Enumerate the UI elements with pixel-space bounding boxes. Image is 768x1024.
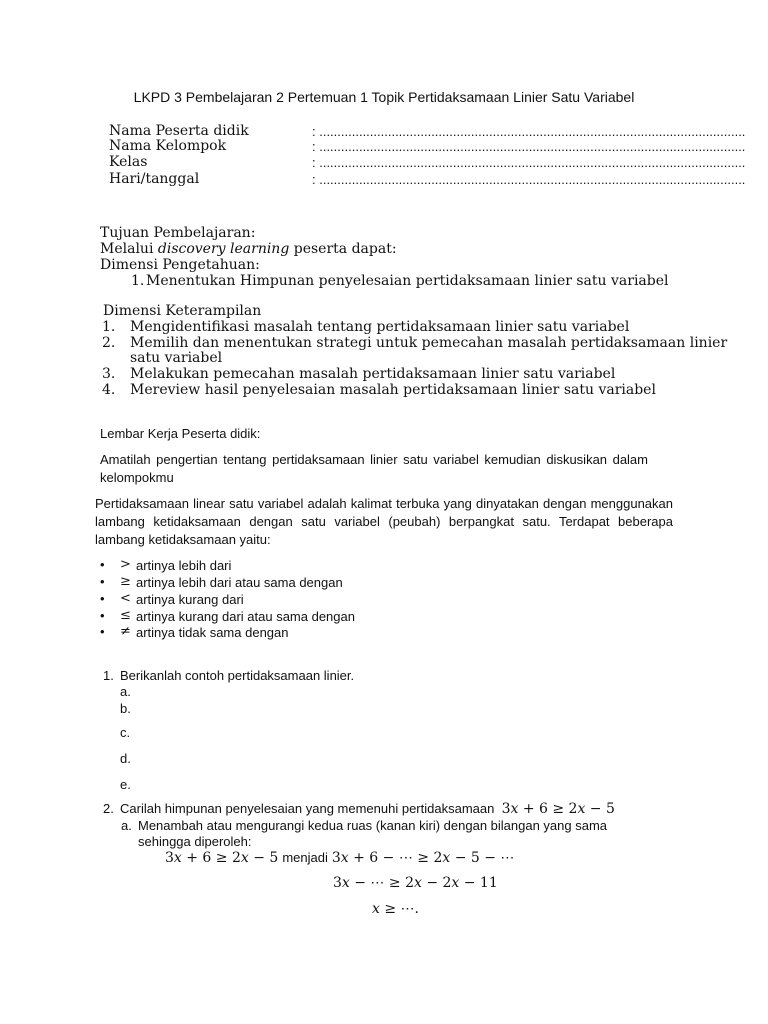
step-a-text: Menambah atau mengurangi kedua ruas (kanan kiri) dengan bilangan yang sama	[138, 818, 608, 833]
identity-label-name: Nama Peserta didik	[109, 123, 249, 139]
greater-than-symbol: >	[120, 557, 131, 572]
answer-option-b[interactable]: b.	[120, 701, 131, 716]
step-a-label: a.	[121, 818, 132, 833]
symbol-bullet: •	[100, 624, 105, 639]
symbol-meaning: artinya kurang dari	[136, 592, 244, 607]
equation-1-left: 3𝑥 + 6 ≥ 2𝑥 − 5	[165, 850, 279, 866]
identity-field-date[interactable]: : ......................................................................................................................	[312, 172, 746, 187]
skills-item-text: Mereview hasil penyelesaian masalah pertidaksamaan linier satu variabel	[130, 382, 656, 398]
identity-label-date: Hari/tanggal	[109, 171, 200, 187]
skills-item-num: 2.	[102, 335, 116, 351]
objectives-intro	[100, 241, 397, 257]
symbol-bullet: •	[100, 608, 105, 623]
symbol-meaning: artinya lebih dari atau sama dengan	[136, 575, 343, 590]
skills-item-num: 4.	[102, 382, 116, 398]
question-2-label: Carilah himpunan penyelesaian yang memenuhi pertidaksamaan	[120, 801, 495, 816]
less-than-symbol: <	[120, 591, 131, 606]
skills-item-text: Mengidentifikasi masalah tentang pertidaksamaan linier satu variabel	[130, 319, 630, 335]
objectives-intro-after: peserta dapat:	[289, 241, 397, 257]
equation-line-2: 3𝑥 − ⋯ ≥ 2𝑥 − 2𝑥 − 11	[333, 875, 498, 891]
symbol-meaning: artinya lebih dari	[136, 558, 232, 573]
knowledge-item-text: Menentukan Himpunan penyelesaian pertidaksamaan linier satu variabel	[146, 273, 669, 289]
identity-field-class[interactable]: : ......................................................................................................................	[312, 155, 746, 170]
objectives-intro-before: Melalui	[100, 241, 158, 257]
symbol-bullet: •	[100, 591, 105, 606]
answer-option-d[interactable]: d.	[120, 751, 131, 766]
skills-item-num: 3.	[102, 366, 116, 382]
equation-line-3: 𝑥 ≥ ⋯.	[372, 901, 419, 917]
identity-field-name[interactable]: : ......................................................................................................................	[312, 124, 746, 139]
symbol-bullet: •	[100, 557, 105, 572]
question-2-text	[120, 801, 615, 817]
worksheet-instruction: Amatilah pengertian tentang pertidaksamaan linier satu variabel kemudian diskusikan dalam kelompokmu	[100, 452, 648, 485]
greater-equal-symbol: ≥	[120, 574, 131, 589]
identity-field-group[interactable]: : ......................................................................................................................	[312, 139, 746, 154]
question-1-number: 1.	[103, 668, 114, 683]
symbol-meaning: artinya tidak sama dengan	[136, 625, 289, 640]
question-2-number: 2.	[103, 801, 114, 816]
objectives-heading: Tujuan Pembelajaran:	[100, 225, 256, 241]
skills-item-num: 1.	[102, 319, 116, 335]
knowledge-heading: Dimensi Pengetahuan:	[100, 257, 260, 273]
definition-paragraph: Pertidaksamaan linear satu variabel adalah kalimat terbuka yang dinyatakan dengan menggunakan lambang ketidaksamaan dengan satu variabel (peubah) berpangkat satu. Terdapat beberapa lambang ketidaksamaan yaitu:	[95, 496, 673, 547]
answer-option-c[interactable]: c.	[120, 725, 131, 740]
worksheet-heading: Lembar Kerja Peserta didik:	[100, 426, 261, 441]
skills-item-text: Melakukan pemecahan masalah pertidaksamaan linier satu variabel	[130, 366, 616, 382]
step-a-text-cont: sehingga diperoleh:	[138, 834, 252, 849]
identity-label-group: Nama Kelompok	[109, 138, 227, 154]
objectives-intro-italic: discovery learning	[157, 241, 290, 257]
question-1-text: Berikanlah contoh pertidaksamaan linier.	[120, 668, 355, 683]
answer-option-a[interactable]: a.	[120, 684, 131, 699]
symbol-meaning: artinya kurang dari atau sama dengan	[136, 609, 355, 624]
equation-1-connector: menjadi	[282, 850, 328, 865]
question-2-inequality: 3𝑥 + 6 ≥ 2𝑥 − 5	[501, 801, 615, 817]
symbol-bullet: •	[100, 574, 105, 589]
skills-item-text-cont: satu variabel	[130, 350, 223, 366]
less-equal-symbol: ≤	[120, 608, 131, 623]
not-equal-symbol: ≠	[120, 624, 131, 639]
answer-option-e[interactable]: e.	[120, 777, 131, 792]
skills-heading: Dimensi Keterampilan	[103, 303, 262, 319]
identity-label-class: Kelas	[109, 154, 148, 170]
equation-1-right: 3𝑥 + 6 − ⋯ ≥ 2𝑥 − 5 − ⋯	[331, 850, 515, 866]
knowledge-item-num: 1.	[131, 273, 145, 289]
skills-item-text: Memilih dan menentukan strategi untuk pemecahan masalah pertidaksamaan linier	[130, 335, 728, 351]
equation-line-1	[165, 849, 514, 867]
page-title: LKPD 3 Pembelajaran 2 Pertemuan 1 Topik Pertidaksamaan Linier Satu Variabel	[133, 89, 635, 105]
